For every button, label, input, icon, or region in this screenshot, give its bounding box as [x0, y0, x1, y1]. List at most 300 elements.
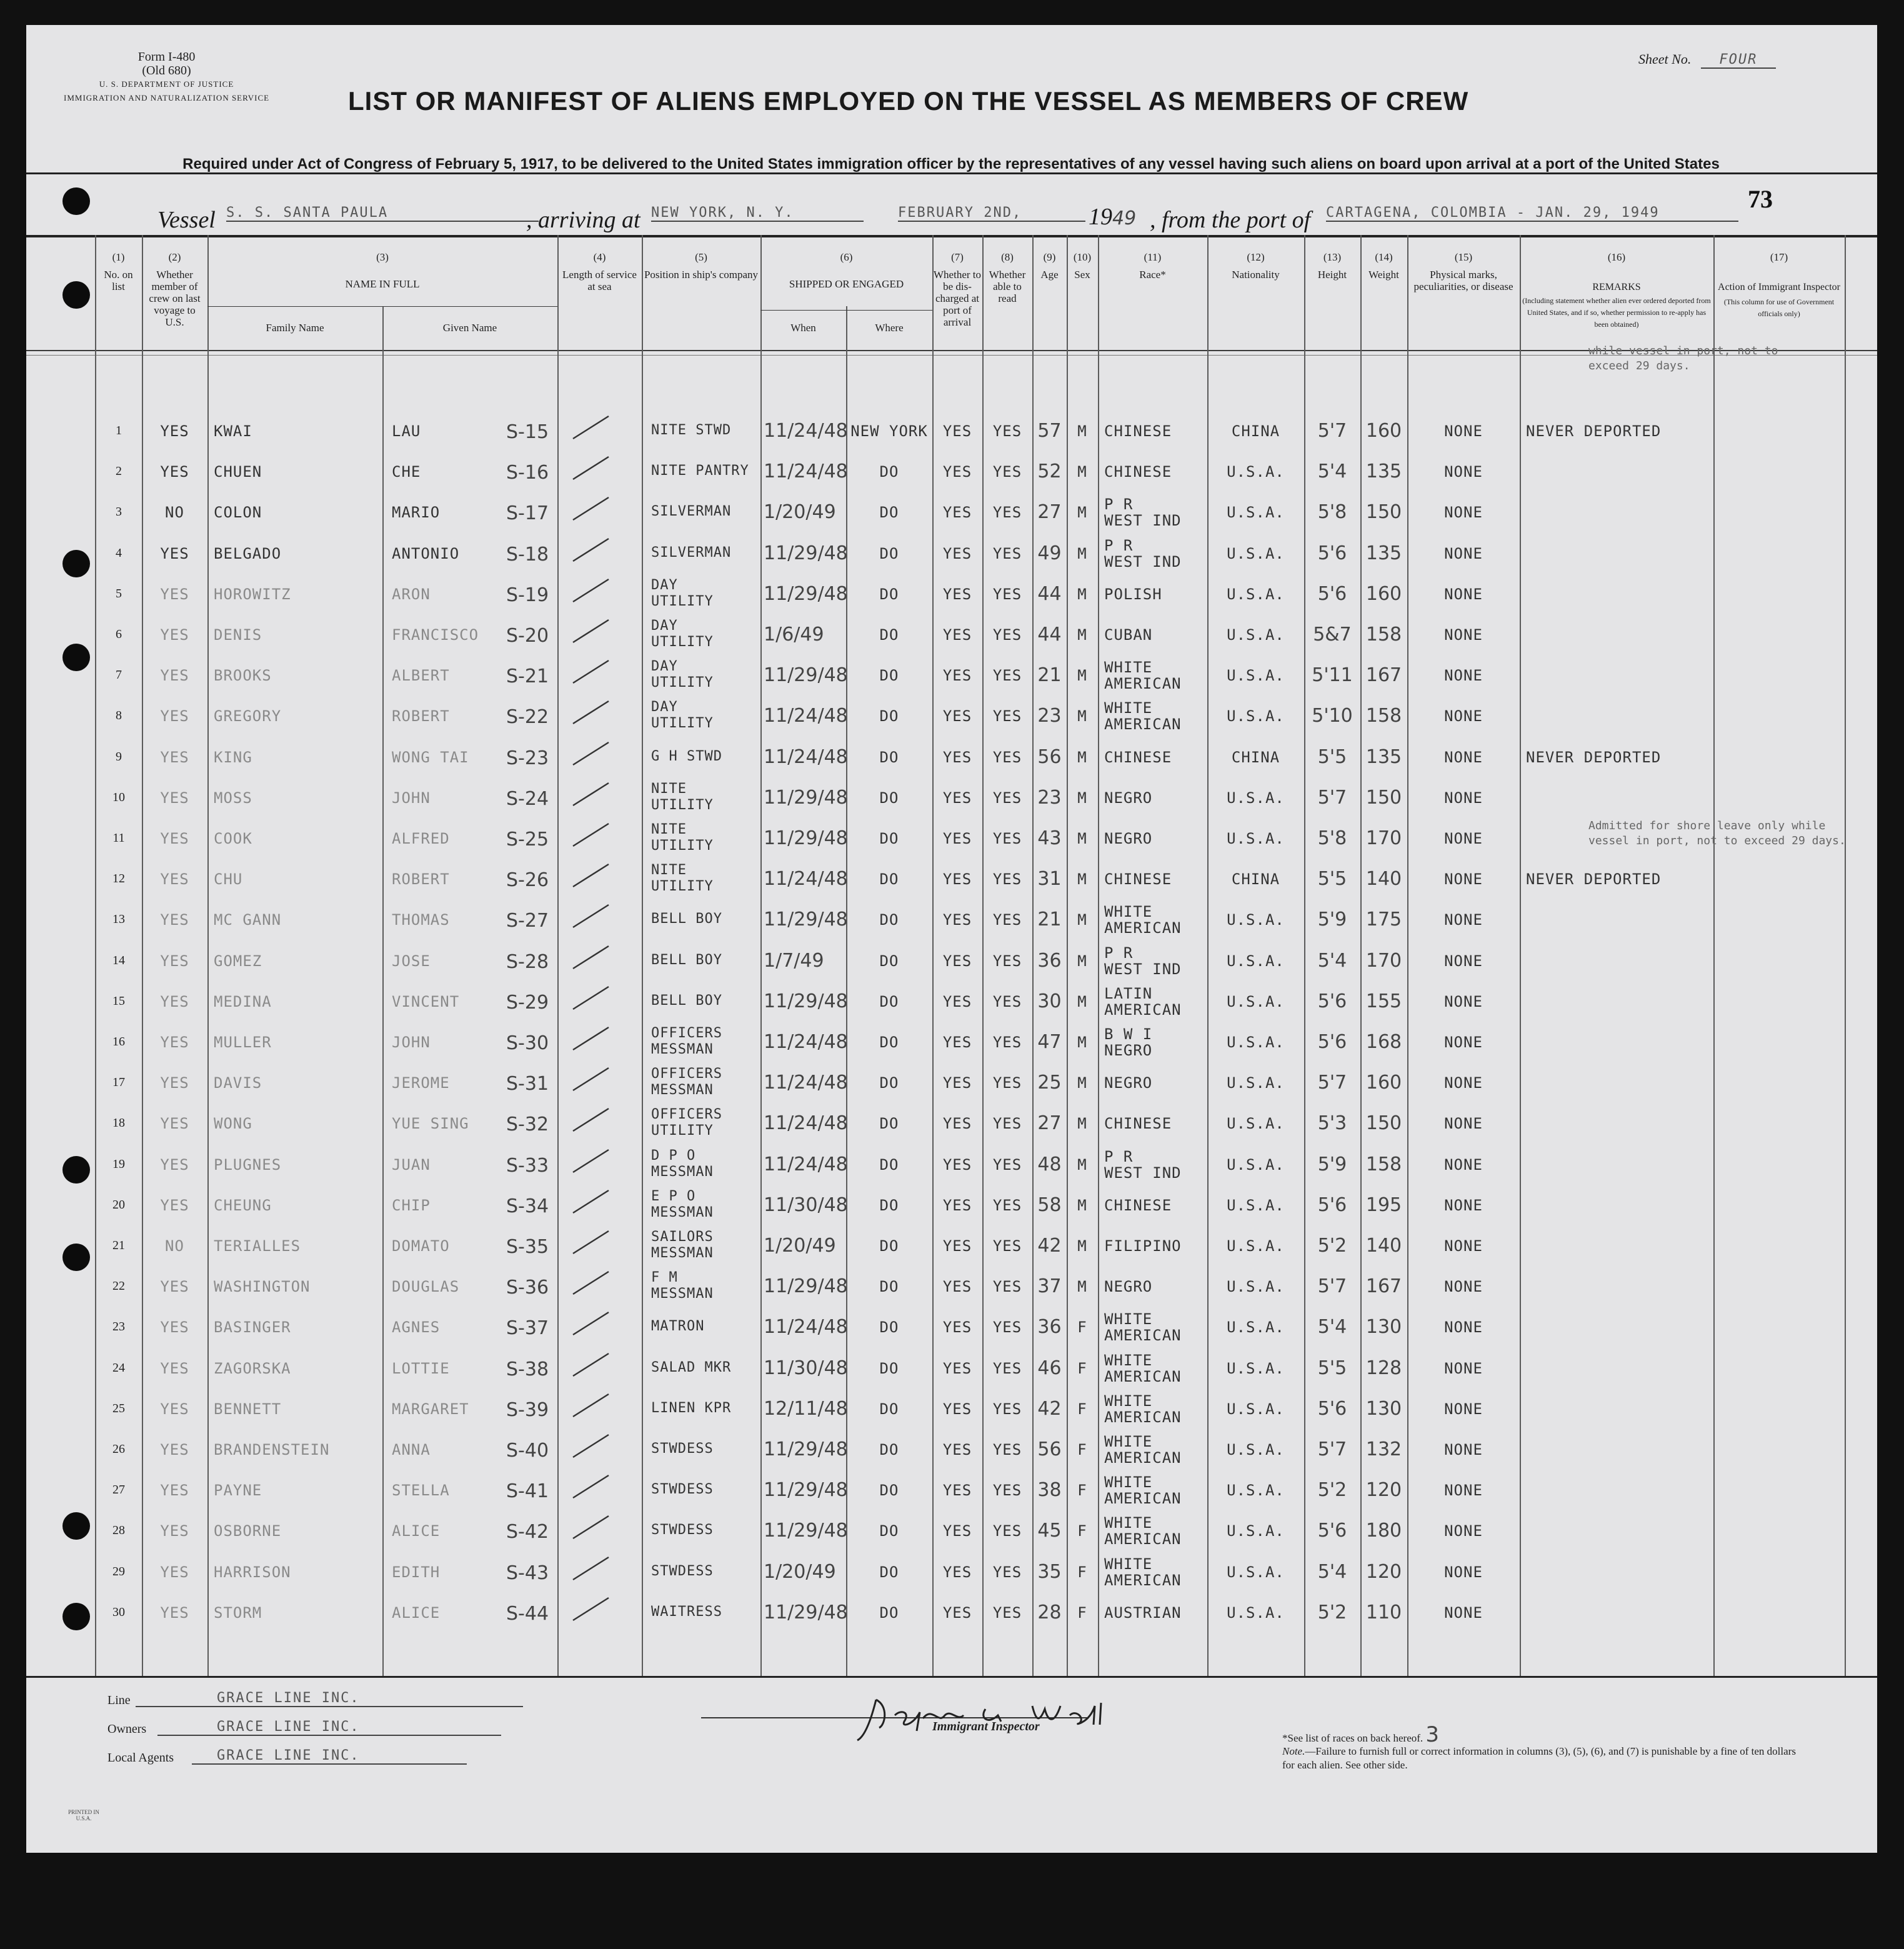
- nationality: U.S.A.: [1227, 707, 1285, 725]
- physical-marks: NONE: [1444, 911, 1483, 929]
- previous-voyage: YES: [160, 1278, 189, 1296]
- shipped-date: 11/29/48: [764, 542, 848, 564]
- given-name: ALBERT: [392, 667, 450, 685]
- given-name: THOMAS: [392, 911, 450, 929]
- shipped-place: DO: [879, 1441, 899, 1458]
- shipped-date: 11/29/48: [764, 909, 848, 931]
- column-number-c3: (3): [376, 251, 389, 263]
- position-in-company: NITE PANTRY: [651, 463, 749, 479]
- service-check-mark: [570, 1431, 614, 1462]
- race: AMERICAN: [1104, 1530, 1182, 1548]
- family-name: DAVIS: [214, 1074, 262, 1092]
- form-identifier: [64, 50, 269, 105]
- age: 30: [1037, 990, 1062, 1012]
- race: WHITE: [1104, 1514, 1153, 1532]
- shipped-date: 11/24/48: [764, 420, 848, 442]
- to-be-discharged: YES: [942, 463, 972, 481]
- printer-mark: PRINTED IN U.S.A.: [68, 1809, 99, 1822]
- line-value: GRACE LINE INC.: [136, 1690, 523, 1707]
- row-number: 12: [112, 872, 125, 886]
- weight: 170: [1365, 827, 1402, 849]
- race: AMERICAN: [1104, 1449, 1182, 1467]
- given-name: LAU: [392, 422, 421, 440]
- note-label: Note.: [1282, 1745, 1305, 1757]
- previous-voyage: YES: [160, 1563, 189, 1581]
- service-check-mark: [570, 1553, 614, 1585]
- seaman-id: S-36: [506, 1277, 549, 1299]
- physical-marks: NONE: [1444, 1603, 1483, 1622]
- sheet-number: [1638, 51, 1776, 69]
- height: 5'6: [1317, 1031, 1347, 1053]
- sex: F: [1077, 1318, 1087, 1337]
- to-be-discharged: YES: [942, 789, 972, 807]
- shipped-date: 11/29/48: [764, 1438, 848, 1460]
- nationality: U.S.A.: [1227, 504, 1285, 522]
- nationality: U.S.A.: [1227, 1155, 1285, 1174]
- height: 5'9: [1317, 909, 1347, 931]
- seaman-id: S-33: [506, 1154, 549, 1177]
- able-to-read: YES: [992, 1522, 1022, 1540]
- family-name: COLON: [214, 504, 262, 522]
- previous-voyage: YES: [160, 544, 189, 562]
- height: 5'7: [1317, 1438, 1347, 1460]
- able-to-read: YES: [992, 504, 1022, 522]
- race: WHITE: [1104, 1310, 1153, 1328]
- shipped-place: NEW YORK: [850, 422, 928, 440]
- family-name: MULLER: [214, 1034, 272, 1051]
- height: 5'5: [1317, 745, 1347, 768]
- position-in-company: DAY: [651, 577, 678, 593]
- family-name: TERIALLES: [214, 1237, 301, 1255]
- given-name: FRANCISCO: [392, 626, 479, 644]
- given-name: LOTTIE: [392, 1359, 450, 1377]
- nationality: U.S.A.: [1227, 911, 1285, 929]
- age: 44: [1037, 624, 1062, 646]
- previous-voyage: YES: [160, 1603, 189, 1622]
- position-in-company: DAY: [651, 618, 678, 634]
- service-check-mark: [570, 535, 614, 566]
- to-be-discharged: YES: [942, 1115, 972, 1133]
- age: 23: [1037, 786, 1062, 809]
- department-name: U. S. DEPARTMENT OF JUSTICE: [99, 79, 234, 89]
- given-name: JEROME: [392, 1074, 450, 1092]
- age: 48: [1037, 1153, 1062, 1175]
- year-suffix: 49: [1112, 207, 1137, 229]
- shipped-place: DO: [879, 1318, 899, 1337]
- given-name: STELLA: [392, 1482, 450, 1500]
- column-divider: [1713, 235, 1715, 1676]
- physical-marks: NONE: [1444, 1115, 1483, 1133]
- nationality: U.S.A.: [1227, 1563, 1285, 1581]
- seaman-id: S-23: [506, 747, 549, 769]
- seaman-id: S-31: [506, 1073, 549, 1095]
- nationality: U.S.A.: [1227, 1115, 1285, 1133]
- race: NEGRO: [1104, 1074, 1153, 1092]
- physical-marks: NONE: [1444, 707, 1483, 725]
- able-to-read: YES: [992, 626, 1022, 644]
- position-in-company: UTILITY: [651, 797, 714, 813]
- weight: 175: [1365, 909, 1402, 931]
- previous-voyage: YES: [160, 463, 189, 481]
- age: 35: [1037, 1560, 1062, 1583]
- height: 5'7: [1317, 1275, 1347, 1298]
- race: NEGRO: [1104, 789, 1153, 807]
- from-port-label: , from the port of: [1150, 207, 1311, 233]
- old-form-number: (Old 680): [142, 64, 191, 77]
- weight: 160: [1365, 582, 1402, 605]
- shipped-date: 11/24/48: [764, 461, 848, 483]
- vessel-name: S. S. SANTA PAULA: [226, 205, 539, 222]
- previous-voyage: YES: [160, 1155, 189, 1174]
- shipped-date: 11/24/48: [764, 868, 848, 890]
- weight: 135: [1365, 461, 1402, 483]
- vessel-label: Vessel: [157, 207, 216, 233]
- row-number: 13: [112, 912, 125, 927]
- physical-marks: NONE: [1444, 1034, 1483, 1051]
- shipped-date: 11/24/48: [764, 1316, 848, 1338]
- age: 44: [1037, 582, 1062, 605]
- from-port: CARTAGENA, COLOMBIA - JAN. 29, 1949: [1326, 205, 1738, 222]
- able-to-read: YES: [992, 1359, 1022, 1377]
- position-in-company: SALAD MKR: [651, 1359, 732, 1375]
- header-sub-divider: [760, 310, 932, 311]
- shipped-place: DO: [879, 1115, 899, 1133]
- weight: 155: [1365, 990, 1402, 1012]
- nationality: U.S.A.: [1227, 1359, 1285, 1377]
- remarks: NEVER DEPORTED: [1526, 870, 1662, 889]
- able-to-read: YES: [992, 544, 1022, 562]
- given-name: ROBERT: [392, 707, 450, 725]
- shipped-date: 11/29/48: [764, 1601, 848, 1623]
- able-to-read: YES: [992, 1400, 1022, 1418]
- shipped-place: DO: [879, 1237, 899, 1255]
- age: 23: [1037, 705, 1062, 727]
- given-name: JOHN: [392, 1034, 431, 1051]
- column-label-c6: SHIPPED OR ENGAGED: [789, 278, 904, 290]
- race: CHINESE: [1104, 422, 1172, 440]
- age: 42: [1037, 1397, 1062, 1420]
- to-be-discharged: YES: [942, 626, 972, 644]
- row-number: 25: [112, 1401, 125, 1415]
- position-in-company: BELL BOY: [651, 911, 722, 927]
- shipped-place: DO: [879, 1074, 899, 1092]
- weight: 170: [1365, 949, 1402, 972]
- age: 21: [1037, 664, 1062, 687]
- nationality: U.S.A.: [1227, 1034, 1285, 1051]
- remarks-instruction: (Including statement whether alien ever ordered deported from United States, and if so, whether permission to re-apply has been obtained): [1522, 296, 1711, 329]
- service-check-mark: [570, 576, 614, 607]
- nationality: U.S.A.: [1227, 1482, 1285, 1500]
- service-check-mark: [570, 1472, 614, 1503]
- row-number: 29: [112, 1564, 125, 1578]
- height: 5'11: [1312, 664, 1353, 687]
- able-to-read: YES: [992, 992, 1022, 1010]
- position-in-company: SILVERMAN: [651, 504, 732, 520]
- seaman-id: S-17: [506, 502, 549, 525]
- able-to-read: YES: [992, 1563, 1022, 1581]
- race: CHINESE: [1104, 463, 1172, 481]
- table-bottom-border: [26, 1676, 1877, 1678]
- binder-hole: [62, 550, 90, 577]
- shipped-place: DO: [879, 1155, 899, 1174]
- shipped-place: DO: [879, 1563, 899, 1581]
- weight: 135: [1365, 745, 1402, 768]
- weight: 128: [1365, 1357, 1402, 1379]
- physical-marks: NONE: [1444, 1563, 1483, 1581]
- height: 5'8: [1317, 827, 1347, 849]
- arriving-port: NEW YORK, N. Y.: [651, 205, 864, 222]
- seaman-id: S-15: [506, 421, 549, 443]
- service-check-mark: [570, 1105, 614, 1136]
- position-in-company: OFFICERS: [651, 1066, 722, 1082]
- weight: 150: [1365, 501, 1402, 524]
- service-check-mark: [570, 494, 614, 525]
- service-check-mark: [570, 453, 614, 484]
- sex: M: [1077, 1074, 1087, 1092]
- column-label-c13: Height: [1317, 269, 1347, 281]
- seaman-id: S-18: [506, 543, 549, 566]
- height: 5'6: [1317, 1194, 1347, 1216]
- seaman-id: S-16: [506, 462, 549, 484]
- binder-hole: [62, 1512, 90, 1540]
- race: P R: [1104, 944, 1134, 962]
- shipped-place: DO: [879, 992, 899, 1010]
- previous-voyage: YES: [160, 789, 189, 807]
- column-number-c2: (2): [168, 251, 181, 263]
- sex: M: [1077, 830, 1087, 847]
- race: AMERICAN: [1104, 1408, 1182, 1426]
- to-be-discharged: YES: [942, 1400, 972, 1418]
- column-label-c17: Action of Immigrant Inspector: [1718, 282, 1840, 292]
- age: 31: [1037, 868, 1062, 890]
- position-in-company: STWDESS: [651, 1482, 714, 1498]
- owners-value: GRACE LINE INC.: [157, 1719, 501, 1736]
- shipped-place: DO: [879, 1278, 899, 1296]
- given-name: ANTONIO: [392, 544, 460, 562]
- column-number-c9: (9): [1043, 251, 1056, 263]
- seaman-id: S-25: [506, 829, 549, 850]
- weight: 130: [1365, 1316, 1402, 1338]
- shipped-date: 11/29/48: [764, 990, 848, 1012]
- sheet-value: FOUR: [1701, 52, 1776, 69]
- sex: M: [1077, 748, 1087, 766]
- shipped-place: DO: [879, 911, 899, 929]
- row-number: 5: [116, 586, 122, 601]
- to-be-discharged: YES: [942, 1563, 972, 1581]
- column-number-c4: (4): [593, 251, 606, 263]
- sheet-label: Sheet No.: [1638, 51, 1692, 67]
- physical-marks: NONE: [1444, 544, 1483, 562]
- position-in-company: NITE: [651, 862, 687, 879]
- shore-leave-stamp-1: [1588, 344, 1863, 374]
- sex: F: [1077, 1603, 1087, 1622]
- age: 43: [1037, 827, 1062, 849]
- arriving-label: , arriving at: [526, 207, 640, 233]
- previous-voyage: YES: [160, 626, 189, 644]
- to-be-discharged: YES: [942, 1318, 972, 1337]
- column-label-c15: Physical marks, peculiarities, or disease: [1413, 269, 1513, 292]
- seaman-id: S-44: [506, 1602, 549, 1625]
- age: 36: [1037, 1316, 1062, 1338]
- weight: 195: [1365, 1194, 1402, 1216]
- race: CHINESE: [1104, 1196, 1172, 1214]
- position-in-company: MESSMAN: [651, 1082, 714, 1099]
- previous-voyage: YES: [160, 1196, 189, 1214]
- column-label-c7: Whether to be dis-charged at port of arrival: [934, 269, 981, 328]
- shipped-date: 11/24/48: [764, 705, 848, 727]
- sex: M: [1077, 1155, 1087, 1174]
- stamp-line: while vessel in port, not to: [1588, 344, 1778, 357]
- shipped-date: 11/29/48: [764, 786, 848, 809]
- position-in-company: NITE: [651, 822, 687, 837]
- shipped-date: 11/24/48: [764, 1072, 848, 1094]
- physical-marks: NONE: [1444, 1359, 1483, 1377]
- shipped-date: 1/7/49: [764, 949, 824, 972]
- service-check-mark: [570, 616, 614, 647]
- races-mark: 3: [1425, 1722, 1440, 1747]
- family-name: CHUEN: [214, 463, 262, 481]
- weight: 160: [1365, 1072, 1402, 1094]
- height: 5'6: [1317, 582, 1347, 605]
- previous-voyage: YES: [160, 992, 189, 1010]
- to-be-discharged: YES: [942, 707, 972, 725]
- seaman-id: S-22: [506, 706, 549, 729]
- column-label-c16: REMARKS: [1592, 282, 1641, 292]
- position-in-company: UTILITY: [651, 1123, 714, 1139]
- to-be-discharged: YES: [942, 870, 972, 889]
- column-number-c16: (16): [1607, 251, 1626, 263]
- shipped-date: 11/30/48: [764, 1357, 848, 1379]
- shipped-date: 11/29/48: [764, 1520, 848, 1542]
- column-number-c12: (12): [1247, 251, 1265, 263]
- able-to-read: YES: [992, 1034, 1022, 1051]
- row-number: 8: [116, 709, 122, 723]
- previous-voyage: YES: [160, 1400, 189, 1418]
- height: 5'6: [1317, 542, 1347, 564]
- position-in-company: G H STWD: [651, 748, 722, 764]
- column-label-c12: Nationality: [1232, 269, 1280, 281]
- column-label-c5: Position in ship's company: [644, 269, 759, 281]
- race: CHINESE: [1104, 870, 1172, 889]
- race: LATIN: [1104, 984, 1153, 1002]
- nationality: U.S.A.: [1227, 1603, 1285, 1622]
- service-check-mark: [570, 1064, 614, 1095]
- column-divider: [760, 235, 762, 1676]
- column-label-c14: Weight: [1368, 269, 1399, 281]
- race: AMERICAN: [1104, 675, 1182, 693]
- able-to-read: YES: [992, 911, 1022, 929]
- family-name: HARRISON: [214, 1563, 291, 1581]
- table-top-border: [26, 235, 1877, 237]
- able-to-read: YES: [992, 667, 1022, 685]
- shipped-date: 11/24/48: [764, 1031, 848, 1053]
- row-number: 10: [112, 790, 125, 804]
- column-number-c13: (13): [1323, 251, 1342, 263]
- age: 58: [1037, 1194, 1062, 1216]
- to-be-discharged: YES: [942, 952, 972, 970]
- row-number: 30: [112, 1605, 125, 1619]
- height: 5'6: [1317, 1520, 1347, 1542]
- family-name: BELGADO: [214, 544, 282, 562]
- family-name: BROOKS: [214, 667, 272, 685]
- family-name: BASINGER: [214, 1318, 291, 1337]
- able-to-read: YES: [992, 952, 1022, 970]
- shipped-place: DO: [879, 789, 899, 807]
- position-in-company: SILVERMAN: [651, 544, 732, 561]
- height: 5'8: [1317, 501, 1347, 524]
- service-check-mark: [570, 983, 614, 1014]
- to-be-discharged: YES: [942, 1278, 972, 1296]
- shipped-date: 11/29/48: [764, 1479, 848, 1502]
- race: CHINESE: [1104, 1115, 1172, 1133]
- race: WHITE: [1104, 1555, 1153, 1573]
- family-name: KWAI: [214, 422, 252, 440]
- position-in-company: UTILITY: [651, 715, 714, 732]
- able-to-read: YES: [992, 707, 1022, 725]
- inspector-column-note: (This column for use of Government officials only): [1723, 297, 1835, 318]
- page-number: 73: [1748, 185, 1773, 213]
- position-in-company: UTILITY: [651, 675, 714, 691]
- to-be-discharged: YES: [942, 1237, 972, 1255]
- race: FILIPINO: [1104, 1237, 1182, 1255]
- sex: F: [1077, 1522, 1087, 1540]
- physical-marks: NONE: [1444, 1522, 1483, 1540]
- family-name: BRANDENSTEIN: [214, 1441, 330, 1458]
- nationality: U.S.A.: [1227, 1318, 1285, 1337]
- physical-marks: NONE: [1444, 1278, 1483, 1296]
- weight: 150: [1365, 1112, 1402, 1135]
- column-number-c17: (17): [1770, 251, 1788, 263]
- weight: 160: [1365, 420, 1402, 442]
- weight: 110: [1365, 1601, 1402, 1623]
- sex: M: [1077, 626, 1087, 644]
- to-be-discharged: YES: [942, 748, 972, 766]
- to-be-discharged: YES: [942, 1155, 972, 1174]
- weight: 150: [1365, 786, 1402, 809]
- able-to-read: YES: [992, 1603, 1022, 1622]
- column-label-c4: Length of service at sea: [562, 269, 637, 292]
- previous-voyage: YES: [160, 667, 189, 685]
- seaman-id: S-29: [506, 991, 549, 1014]
- column-label-c3: NAME IN FULL: [345, 278, 420, 290]
- shipped-place: DO: [879, 667, 899, 685]
- binder-hole: [62, 1244, 90, 1271]
- races-note-text: *See list of races on back hereof.: [1282, 1732, 1423, 1744]
- sex: M: [1077, 544, 1087, 562]
- to-be-discharged: YES: [942, 1074, 972, 1092]
- column-number-c14: (14): [1375, 251, 1393, 263]
- to-be-discharged: YES: [942, 1522, 972, 1540]
- remarks: NEVER DEPORTED: [1526, 748, 1662, 766]
- shipped-place: DO: [879, 544, 899, 562]
- row-number: 16: [112, 1035, 125, 1049]
- sex: M: [1077, 504, 1087, 522]
- service-check-mark: [570, 1594, 614, 1625]
- age: 21: [1037, 909, 1062, 931]
- service-check-mark: [570, 1390, 614, 1422]
- weight: 130: [1365, 1397, 1402, 1420]
- service-check-mark: [570, 779, 614, 810]
- column-label-c10: Sex: [1074, 269, 1090, 281]
- given-name: ALFRED: [392, 830, 450, 847]
- to-be-discharged: YES: [942, 1196, 972, 1214]
- position-in-company: OFFICERS: [651, 1107, 722, 1123]
- binder-hole: [62, 1156, 90, 1184]
- race: AMERICAN: [1104, 919, 1182, 937]
- age: 25: [1037, 1072, 1062, 1094]
- sex: F: [1077, 1400, 1087, 1418]
- weight: 180: [1365, 1520, 1402, 1542]
